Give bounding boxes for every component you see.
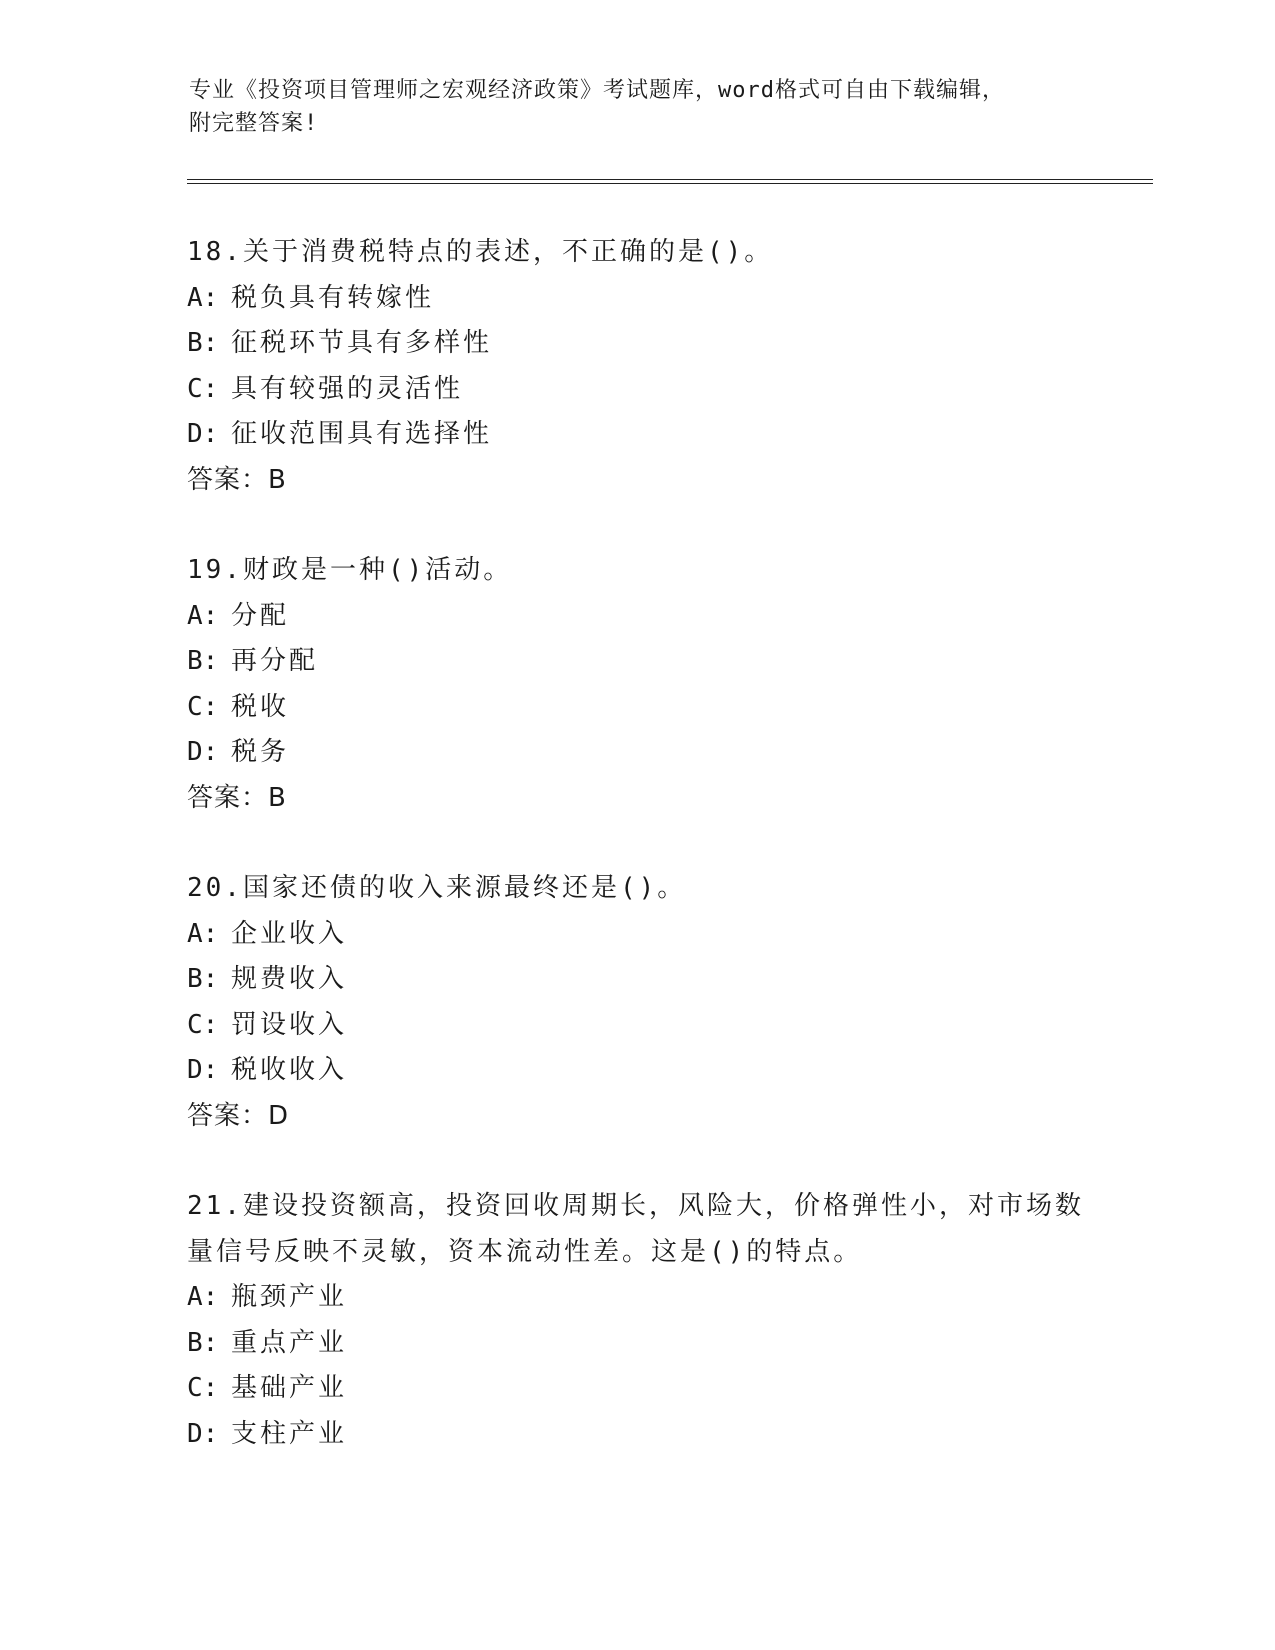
header-divider-bottom [187,183,1153,184]
option-d [187,730,1087,776]
answer-line: 答案：B [187,782,287,813]
option-text: 征收范围具有选择性 [231,419,493,449]
option-letter: A: [187,918,219,949]
question-stem-line-1 [187,1184,1087,1230]
question-text: 财政是一种()活动。 [242,555,513,585]
question-number: 21. [187,1191,243,1221]
option-text: 罚设收入 [231,1009,348,1040]
option-d [187,1048,1087,1094]
option-letter: B: [187,646,219,676]
header-line-2: 附完整答案! [189,111,319,136]
option-b [187,321,1087,367]
option-a [187,1275,1087,1321]
option-letter: D: [187,1418,219,1449]
option-letter: D: [187,1055,219,1085]
header-line-1: 专业《投资项目管理师之宏观经济政策》考试题库，word格式可自由下载编辑， [189,78,1005,103]
option-c [187,685,1087,731]
option-letter: D: [187,419,219,449]
option-d [187,412,1087,458]
option-b [187,1321,1087,1367]
question-number: 19. [187,555,243,585]
option-a [187,912,1087,958]
option-text: 基础产业 [231,1373,348,1403]
question-stem [187,866,1087,912]
question-text: 关于消费税特点的表述，不正确的是()。 [242,237,774,267]
option-letter: C: [187,1009,219,1040]
option-letter: B: [187,964,219,994]
question-text: 国家还债的收入来源最终还是()。 [242,873,687,903]
option-letter: B: [187,1327,219,1358]
question-number: 20. [187,873,243,903]
option-letter: D: [187,737,219,767]
option-d [187,1412,1087,1458]
question-text: 建设投资额高，投资回收周期长，风险大，价格弹性小，对市场数 [242,1191,1084,1221]
header-divider-top [187,179,1153,180]
option-c [187,1366,1087,1412]
answer-line: 答案：B [187,464,287,495]
question-stem-line-2: 量信号反映不灵敏，资本流动性差。这是()的特点。 [187,1236,863,1267]
option-letter: A: [187,600,219,631]
option-text: 规费收入 [231,964,348,994]
option-a [187,276,1087,322]
option-text: 征税环节具有多样性 [231,328,493,358]
option-text: 再分配 [231,646,319,676]
question-stem [187,548,1087,594]
question-19 [187,548,1087,821]
question-18 [187,230,1087,503]
option-text: 分配 [231,600,290,631]
question-stem [187,230,1087,276]
option-text: 瓶颈产业 [231,1282,348,1312]
option-text: 税收收入 [231,1055,348,1085]
option-text: 重点产业 [231,1327,348,1358]
option-letter: A: [187,282,219,313]
question-number: 18. [187,237,243,267]
option-text: 税收 [231,691,290,722]
question-20 [187,866,1087,1139]
answer-line: 答案：D [187,1100,290,1131]
option-text: 支柱产业 [231,1418,348,1449]
option-letter: C: [187,691,219,722]
document-header [189,74,1069,140]
option-text: 具有较强的灵活性 [231,373,464,404]
option-text: 税务 [231,737,290,767]
option-text: 企业收入 [231,918,348,949]
option-a [187,594,1087,640]
option-letter: C: [187,373,219,404]
option-text: 税负具有转嫁性 [231,282,435,313]
question-21 [187,1184,1087,1457]
option-c [187,1003,1087,1049]
option-letter: B: [187,328,219,358]
option-letter: A: [187,1282,219,1312]
option-b [187,639,1087,685]
option-letter: C: [187,1373,219,1403]
option-b [187,957,1087,1003]
option-c [187,367,1087,413]
